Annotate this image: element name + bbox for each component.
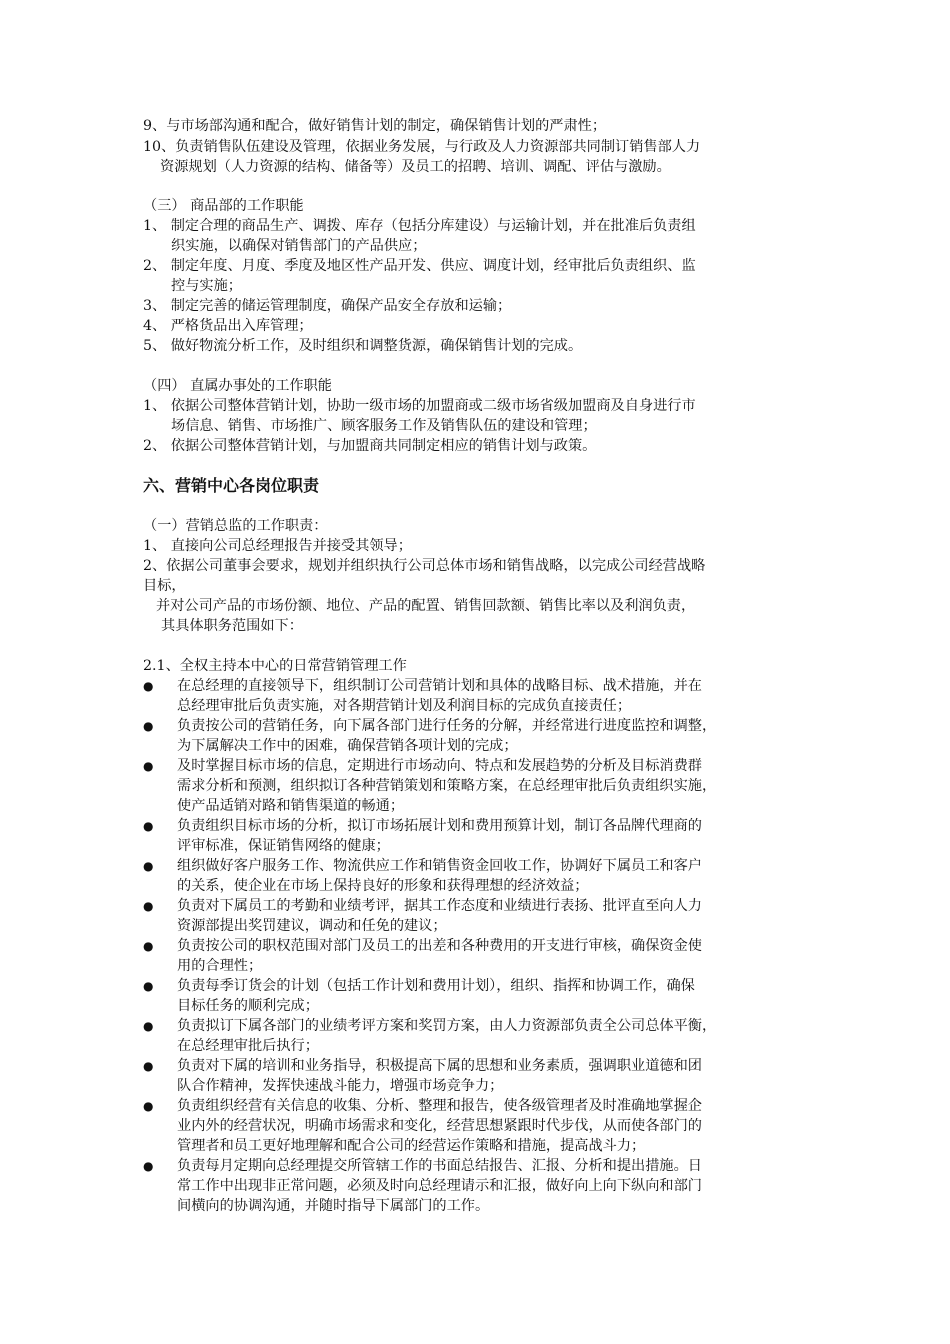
section4-title: （四） 直属办事处的工作职能 [143,378,332,394]
bullet-text-line: 在总经理审批后执行； [177,1038,319,1054]
bullet-text-line: 管理者和员工更好地理解和配合公司的经营运作策略和措施，提高战斗力； [177,1138,646,1154]
bullet-text-line: 负责每季订货会的计划（包括工作计划和费用计划），组织、指挥和协调工作，确保 [177,978,695,994]
chapter6-line: 其具体职务范围如下： [161,618,303,634]
chapter6-line: 1、 直接向公司总经理报告并接受其领导； [143,538,412,554]
bullet-text-line: 总经理审批后负责实施，对各期营销计划及利润目标的完成负直接责任； [177,698,632,714]
bullet-text-line: 负责按公司的营销任务，向下属各部门进行任务的分解，并经常进行进度监控和调整， [177,718,717,734]
bullet-text-line: 在总经理的直接领导下，组织制订公司营销计划和具体的战略目标、战术措施，并在 [177,678,702,694]
sub21-title: 2.1、全权主持本中心的日常营销管理工作 [143,658,407,674]
chapter6-line: 2、依据公司董事会要求，规划并组织执行公司总体市场和销售战略，以完成公司经营战略 [143,558,706,574]
bullet-text-line: 队合作精神，发挥快速战斗能力，增强市场竞争力； [177,1078,504,1094]
section3-line: 2、 制定年度、月度、季度及地区性产品开发、供应、调度计划，经审批后负责组织、监 [143,258,696,274]
bullet-icon: ● [143,1059,154,1073]
bullet-text-line: 负责对下属的培训和业务指导，积极提高下属的思想和业务素质，强调职业道德和团 [177,1058,702,1074]
bullet-text-line: 资源部提出奖罚建议，调动和任免的建议； [177,918,447,934]
section3-line: 5、 做好物流分析工作，及时组织和调整货源，确保销售计划的完成。 [143,338,583,354]
section3-line: 4、 严格货品出入库管理； [143,318,313,334]
section4-line: 场信息、销售、市场推广、顾客服务工作及销售队伍的建设和管理； [171,418,597,434]
section4-line: 1、 依据公司整体营销计划，协助一级市场的加盟商或二级市场省级加盟商及自身进行市 [143,398,696,414]
bullet-text-line: 负责组织目标市场的分析，拟订市场拓展计划和费用预算计划，制订各品牌代理商的 [177,818,702,834]
bullet-icon: ● [143,1099,154,1113]
bullet-text-line: 业内外的经营状况，明确市场需求和变化，经营思想紧跟时代步伐，从而使各部门的 [177,1118,702,1134]
bullet-icon: ● [143,979,154,993]
bullet-text-line: 间横向的协调沟通，并随时指导下属部门的工作。 [177,1198,490,1214]
bullet-text-line: 用的合理性； [177,958,263,974]
item-10-cont: 资源规划（人力资源的结构、储备等）及员工的招聘、培训、调配、评估与激励。 [160,159,671,175]
bullet-text-line: 需求分析和预测，组织拟订各种营销策划和策略方案，在总经理审批后负责组织实施， [177,778,717,794]
bullet-icon: ● [143,939,154,953]
section3-line: 1、 制定合理的商品生产、调拨、库存（包括分库建设）与运输计划，并在批准后负责组 [143,218,696,234]
bullet-icon: ● [143,859,154,873]
bullet-icon: ● [143,719,154,733]
bullet-icon: ● [143,759,154,773]
bullet-text-line: 目标任务的顺利完成； [177,998,319,1014]
sub1-title: （一）营销总监的工作职责： [143,518,328,534]
bullet-text-line: 及时掌握目标市场的信息，定期进行市场动向、特点和发展趋势的分析及目标消费群 [177,758,702,774]
bullet-icon: ● [143,819,154,833]
section3-title: （三） 商品部的工作职能 [143,198,304,214]
bullet-text-line: 的关系，使企业在市场上保持良好的形象和获得理想的经济效益； [177,878,589,894]
bullet-text-line: 负责组织经营有关信息的收集、分析、整理和报告，使各级管理者及时准确地掌握企 [177,1098,702,1114]
bullet-icon: ● [143,1159,154,1173]
bullet-icon: ● [143,1019,154,1033]
bullet-text-line: 负责每月定期向总经理提交所管辖工作的书面总结报告、汇报、分析和提出措施。日 [177,1158,702,1174]
item-9: 9、与市场部沟通和配合，做好销售计划的制定，确保销售计划的严肃性； [143,118,607,134]
section3-line: 3、 制定完善的储运管理制度，确保产品安全存放和运输； [143,298,512,314]
bullet-text-line: 常工作中出现非正常问题，必须及时向总经理请示和汇报，做好向上向下纵向和部门 [177,1178,702,1194]
bullet-icon: ● [143,679,154,693]
bullet-text-line: 负责按公司的职权范围对部门及员工的出差和各种费用的开支进行审核，确保资金使 [177,938,702,954]
bullet-text-line: 评审标准，保证销售网络的健康； [177,838,390,854]
bullet-icon: ● [143,899,154,913]
bullet-text-line: 使产品适销对路和销售渠道的畅通； [177,798,405,814]
bullet-text-line: 负责对下属员工的考勤和业绩考评，据其工作态度和业绩进行表扬、批评直至向人力 [177,898,702,914]
bullet-text-line: 组织做好客户服务工作、物流供应工作和销售资金回收工作，协调好下属员工和客户 [177,858,702,874]
bullet-text-line: 为下属解决工作中的困难，确保营销各项计划的完成； [177,738,518,754]
bullet-text-line: 负责拟订下属各部门的业绩考评方案和奖罚方案，由人力资源部负责全公司总体平衡， [177,1018,717,1034]
chapter6-line: 并对公司产品的市场份额、地位、产品的配置、销售回款额、销售比率以及利润负责， [156,598,696,614]
section3-line: 控与实施； [171,278,242,294]
chapter6-line: 目标， [143,578,186,594]
item-10: 10、负责销售队伍建设及管理，依据业务发展，与行政及人力资源部共同制订销售部人力 [143,139,701,155]
chapter6-heading: 六、营销中心各岗位职责 [143,476,320,495]
section3-line: 织实施，以确保对销售部门的产品供应； [171,238,427,254]
section4-line: 2、 依据公司整体营销计划，与加盟商共同制定相应的销售计划与政策。 [143,438,597,454]
